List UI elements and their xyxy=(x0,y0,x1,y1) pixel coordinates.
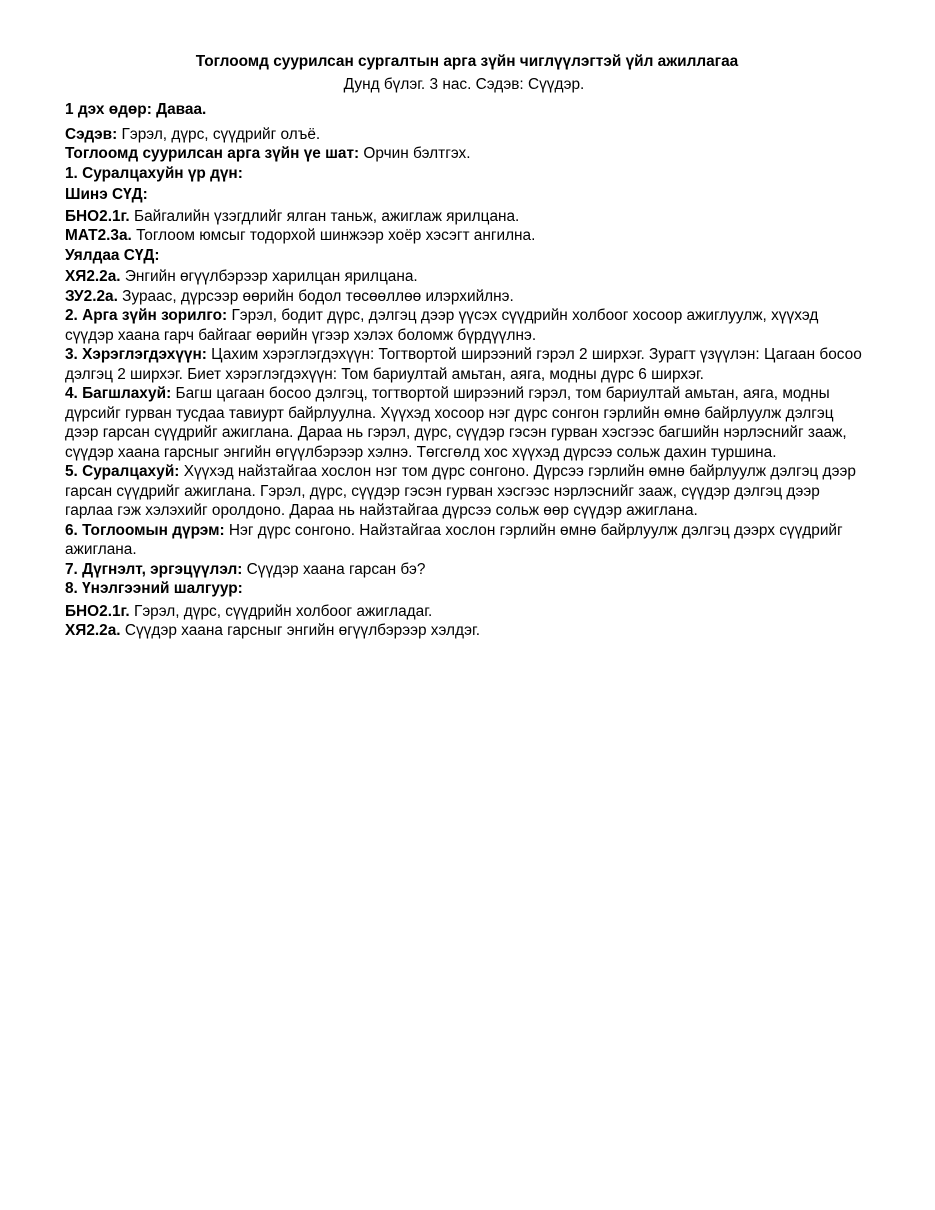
stage-line xyxy=(65,144,863,164)
related-outcomes-heading: Уялдаа СҮД: xyxy=(65,246,160,264)
learning-label: 5. Суралцахуй: xyxy=(65,463,180,480)
criteria-xya-text: Сүүдэр хаана гарсныг энгийн өгүүлбэрээр хэлдэг. xyxy=(120,622,480,639)
day-heading: 1 дэх өдөр: Даваа. xyxy=(65,101,207,118)
materials-text: Цахим хэрэглэгдэхүүн: Тогтвортой ширээний гэрэл 2 ширхэг. Зурагт үзүүлэн: Цагаан босоо дэлгэц 2 ширхэг. Биет хэрэглэгдэхүүн: Том бариултай амьтан, аяга, модны дүрс 6 ширхэг. xyxy=(65,346,862,383)
outcome-xya xyxy=(65,267,863,287)
topic-label: Сэдэв: xyxy=(65,125,118,143)
method-goal xyxy=(65,306,863,345)
topic-line xyxy=(65,125,863,145)
outcome-bno xyxy=(65,207,863,227)
outcome-mat-label: МАТ2.3а. xyxy=(65,227,132,244)
outcome-mat xyxy=(65,226,863,246)
document-title: Тоглоомд суурилсан сургалтын арга зүйн чиглүүлэгтэй үйл ажиллагаа xyxy=(195,53,739,70)
outcome-bno-label: БНО2.1г. xyxy=(65,207,130,225)
materials-label: 3. Хэрэглэгдэхүүн: xyxy=(65,346,207,363)
stage-text: Орчин бэлтгэх. xyxy=(359,145,471,162)
outcome-xya-label: ХЯ2.2а. xyxy=(65,268,121,285)
outcome-zu xyxy=(65,287,863,307)
criteria-xya xyxy=(65,621,863,641)
outcome-zu-label: ЗУ2.2а. xyxy=(65,287,118,305)
criteria-heading: 8. Үнэлгээний шалгуур: xyxy=(65,580,243,597)
new-outcomes-heading: Шинэ СҮД: xyxy=(65,186,148,203)
outcomes-heading: 1. Суралцахуйн үр дүн: xyxy=(65,164,243,182)
learning-text: Хүүхэд найзтайгаа хослон нэг том дүрс сонгоно. Дүрсээ гэрлийн өмнө байрлуулж дэлгэц дээр гарсан сүүдрийг ажиглана. Гэрэл, дүрс, сүүдэр гэсэн гурван хэсгээс нэрлэснийг зааж, сүүдэр дэлгэц дээр гарлаа гэж хэлэхийг оролдоно. Дараа нь найзтайгаа дүрсээ сольж өөр сүүдэр ажиглана. xyxy=(65,463,856,519)
materials xyxy=(65,345,863,384)
game-rule xyxy=(65,521,863,560)
criteria-bno-label: БНО2.1г. xyxy=(65,602,130,620)
conclusion-text: Сүүдэр хаана гарсан бэ? xyxy=(242,560,426,578)
outcome-zu-text: Зураас, дүрсээр өөрийн бодол төсөөллөө илэрхийлнэ. xyxy=(117,287,514,305)
criteria-bno xyxy=(65,602,863,622)
outcome-xya-text: Энгийн өгүүлбэрээр харилцан ярилцана. xyxy=(120,268,418,285)
learning xyxy=(65,462,863,521)
teaching-label: 4. Багшлахуй: xyxy=(65,385,172,402)
conclusion-label: 7. Дүгнэлт, эргэцүүлэл: xyxy=(65,560,243,578)
conclusion xyxy=(65,560,863,580)
method-goal-text: Гэрэл, бодит дүрс, дэлгэц дээр үүсэх сүүдрийн холбоог хосоор ажиглуулж, хүүхэд сүүдэр хаана гарч байгааг өөрийн үгээр хэлэх боломж бүрдүүлнэ. xyxy=(65,307,819,344)
teaching-text: Багш цагаан босоо дэлгэц, тогтвортой ширээний гэрэл, том бариултай амьтан, аяга, модны дүрсийг гурван тусдаа тавиурт байрлуулна. Хүүхэд хосоор нэг дүрс сонгон гэрлийн өмнө байрлуулж дэлгэц дээр гарсан сүүдрийг ажиглана. Дараа нь гэрэл, дүрс, сүүдэр гэсэн гурван хэсгээс багшийн нэрлэснийг зааж, сүүдэр хаана гарсныг энгийн өгүүлбэрээр хэлнэ. Төгсгөлд хос хүүхэд дүрсээ сольж дахин туршина. xyxy=(65,385,847,461)
topic-text: Гэрэл, дүрс, сүүдрийг олъё. xyxy=(117,125,321,143)
stage-label: Тоглоомд суурилсан арга зүйн үе шат: xyxy=(65,145,360,162)
criteria-xya-label: ХЯ2.2а. xyxy=(65,622,121,639)
teaching xyxy=(65,384,863,462)
game-rule-label: 6. Тоглоомын дүрэм: xyxy=(65,521,225,539)
criteria-bno-text: Гэрэл, дүрс, сүүдрийн холбоог ажигладаг. xyxy=(129,602,433,620)
document-subtitle: Дунд бүлэг. 3 нас. Сэдэв: Сүүдэр. xyxy=(343,76,585,93)
method-goal-label: 2. Арга зүйн зорилго: xyxy=(65,307,228,324)
outcome-bno-text: Байгалийн үзэгдлийг ялган таньж, ажиглаж ярилцана. xyxy=(129,207,520,225)
outcome-mat-text: Тоглоом юмсыг тодорхой шинжээр хоёр хэсэгт ангилна. xyxy=(131,227,536,244)
game-rule-text: Нэг дүрс сонгоно. Найзтайгаа хослон гэрлийн өмнө байрлуулж дэлгэц дээрх сүүдрийг ажиглана. xyxy=(65,521,843,558)
